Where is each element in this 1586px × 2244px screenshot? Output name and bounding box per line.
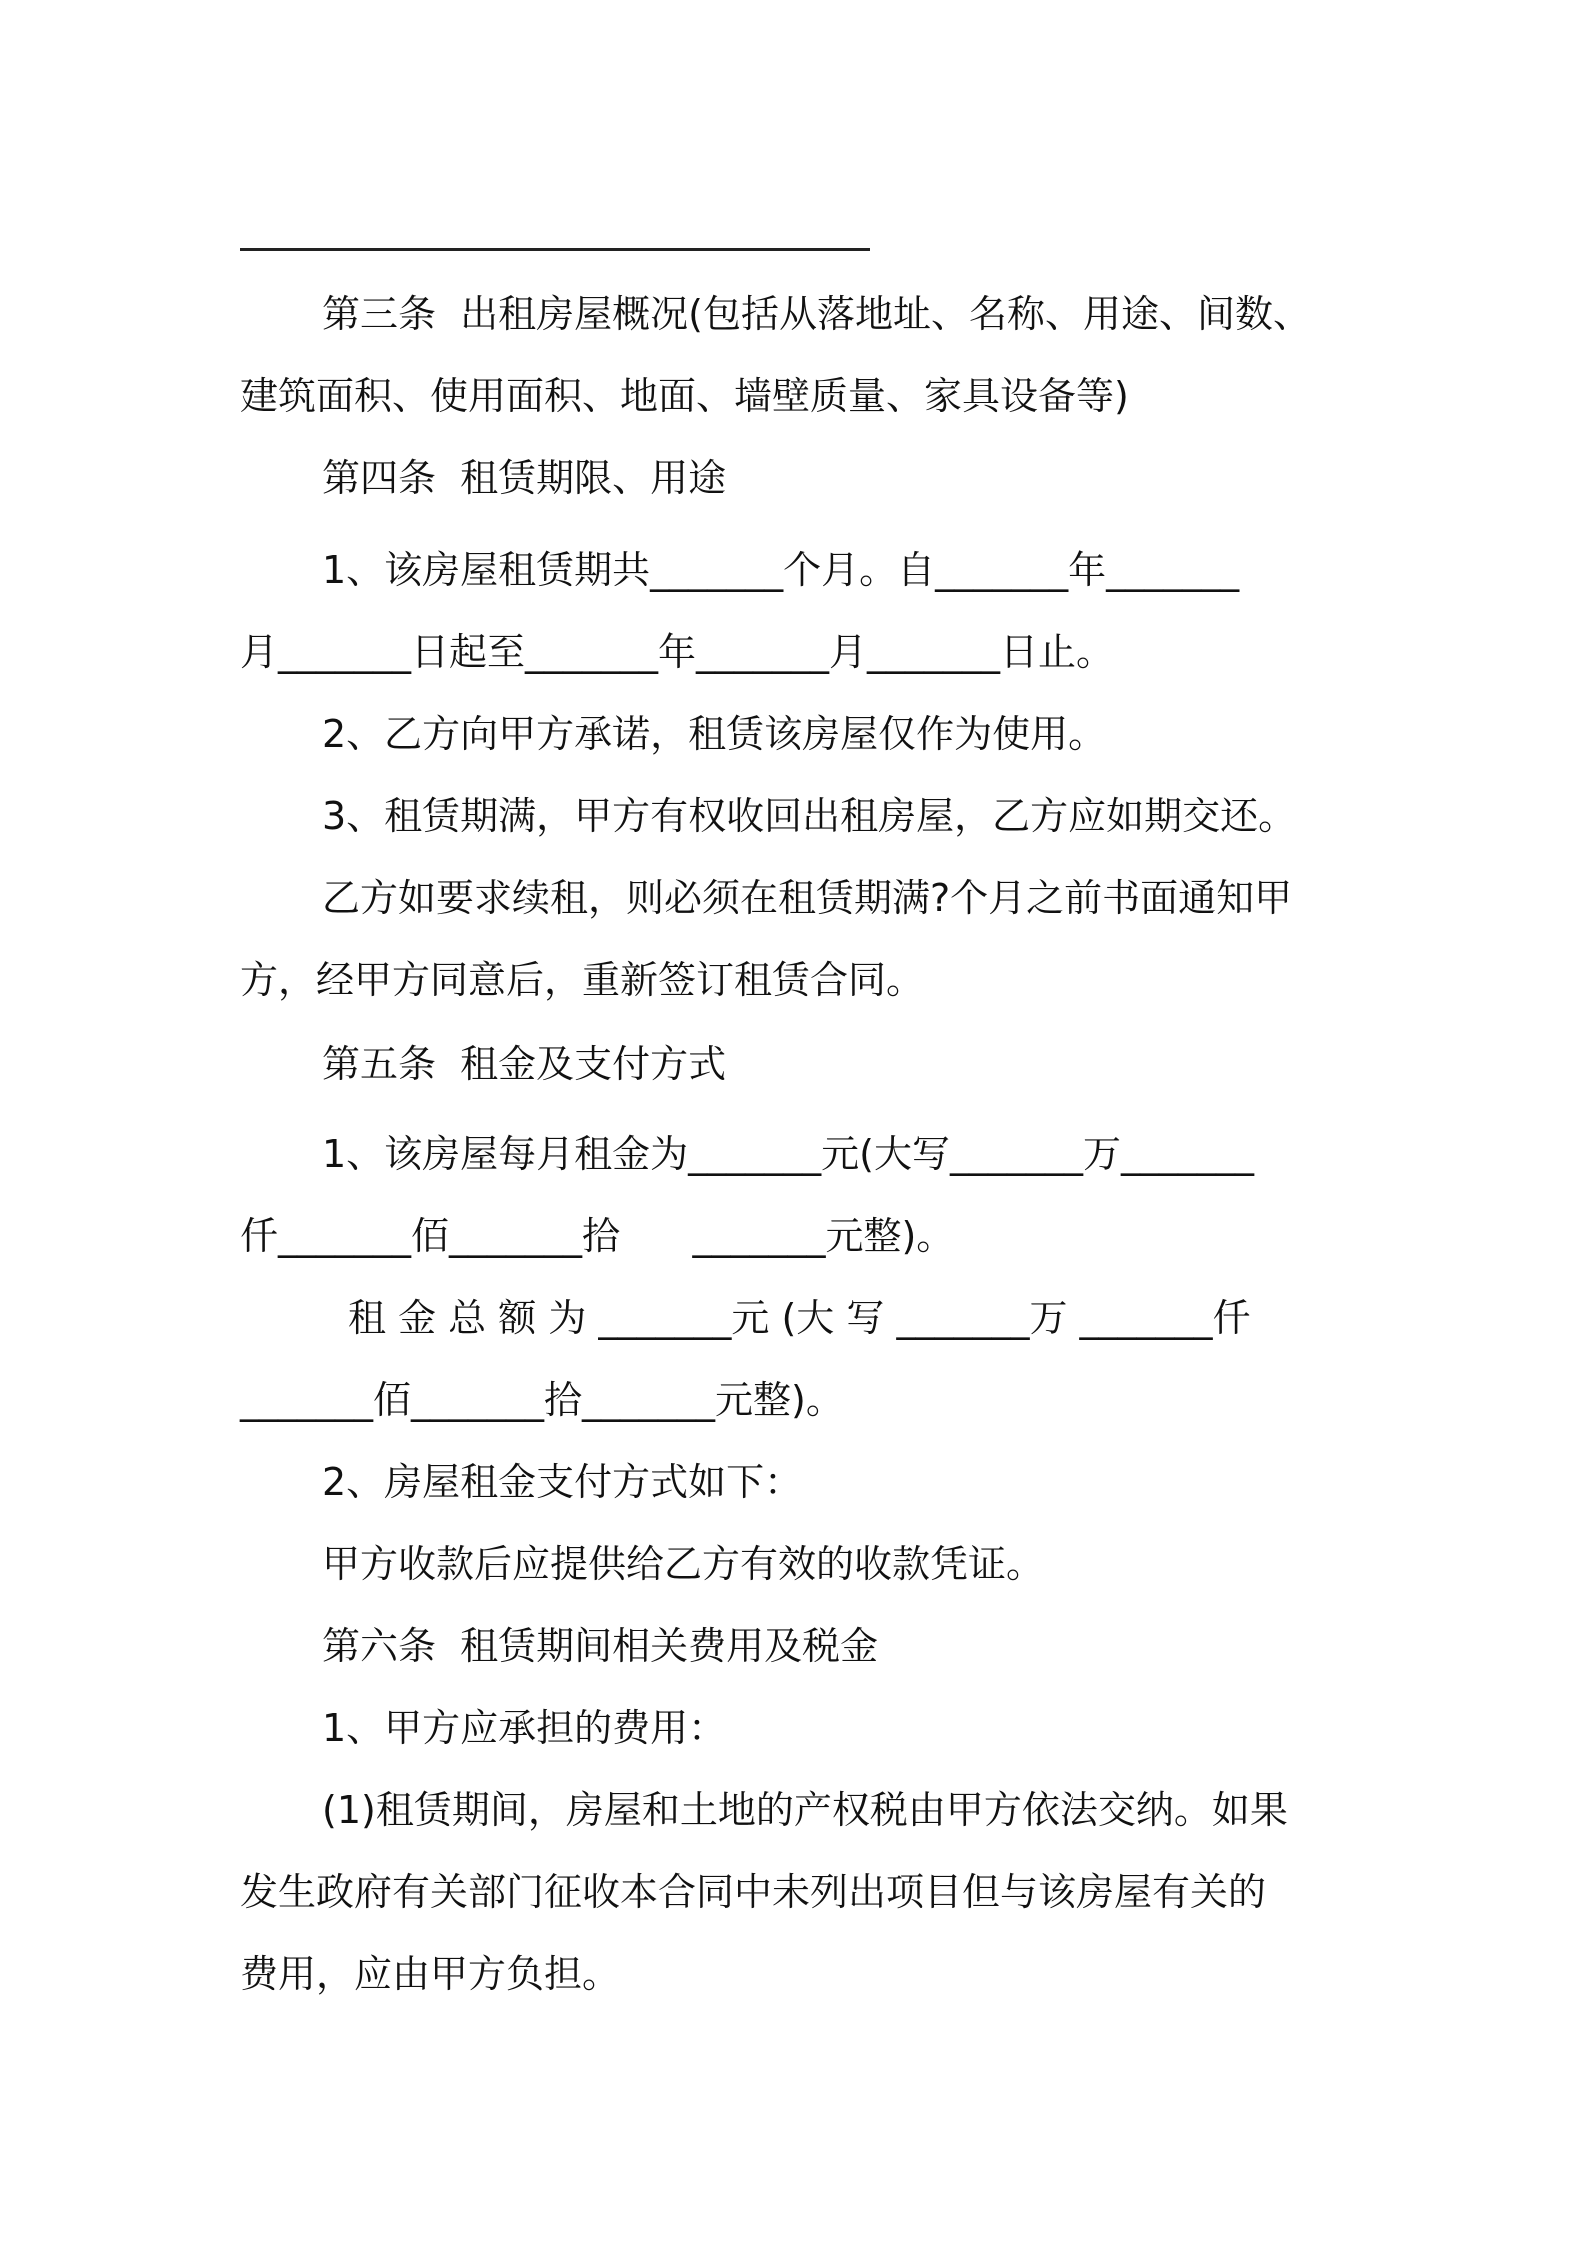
article-5-item-2: 2、房屋租金支付方式如下： (322, 1460, 803, 1504)
article-6-subitem-1-end: 费用，应由甲方负担。 (240, 1952, 621, 1996)
article-5-heading: 第五条 租金及支付方式 (322, 1042, 727, 1086)
renewal-paragraph-continuation: 方，经甲方同意后，重新签订租赁合同。 (240, 958, 925, 1002)
article-4-item-1-continuation: 月_______日起至_______年_______月_______日止。 (240, 630, 1115, 674)
article-3-continuation: 建筑面积、使用面积、地面、墙壁质量、家具设备等) (240, 374, 1129, 418)
article-6-item-1: 1、甲方应承担的费用： (322, 1706, 727, 1750)
article-6-subitem-1-continuation: 发生政府有关部门征收本合同中未列出项目但与该房屋有关的 (240, 1870, 1267, 1914)
top-rule (240, 248, 870, 251)
article-5-item-1: 1、该房屋每月租金为_______元(大写_______万_______ (322, 1132, 1255, 1176)
article-6-heading: 第六条 租赁期间相关费用及税金 (322, 1624, 879, 1668)
receipt-paragraph: 甲方收款后应提供给乙方有效的收款凭证。 (322, 1542, 1045, 1586)
article-5-item-1-continuation: 仟_______佰_______拾 _______元整)。 (240, 1214, 955, 1258)
article-4-item-2: 2、乙方向甲方承诺，租赁该房屋仅作为使用。 (322, 712, 1107, 756)
article-4-item-3: 3、租赁期满，甲方有权收回出租房屋，乙方应如期交还。 (322, 794, 1297, 838)
total-rent-line: 租 金 总 额 为 _______元 (大 写 _______万 _______仟 (348, 1296, 1251, 1340)
article-3-heading: 第三条 出租房屋概况(包括从落地址、名称、用途、间数、 (322, 292, 1311, 336)
total-rent-continuation: _______佰_______拾_______元整)。 (240, 1378, 844, 1422)
article-4-heading: 第四条 租赁期限、用途 (322, 456, 727, 500)
article-4-item-1: 1、该房屋租赁期共_______个月。自_______年_______ (322, 548, 1240, 592)
article-6-subitem-1: (1)租赁期间，房屋和土地的产权税由甲方依法交纳。如果 (322, 1788, 1288, 1832)
renewal-paragraph: 乙方如要求续租，则必须在租赁期满?个月之前书面通知甲 (322, 876, 1293, 920)
